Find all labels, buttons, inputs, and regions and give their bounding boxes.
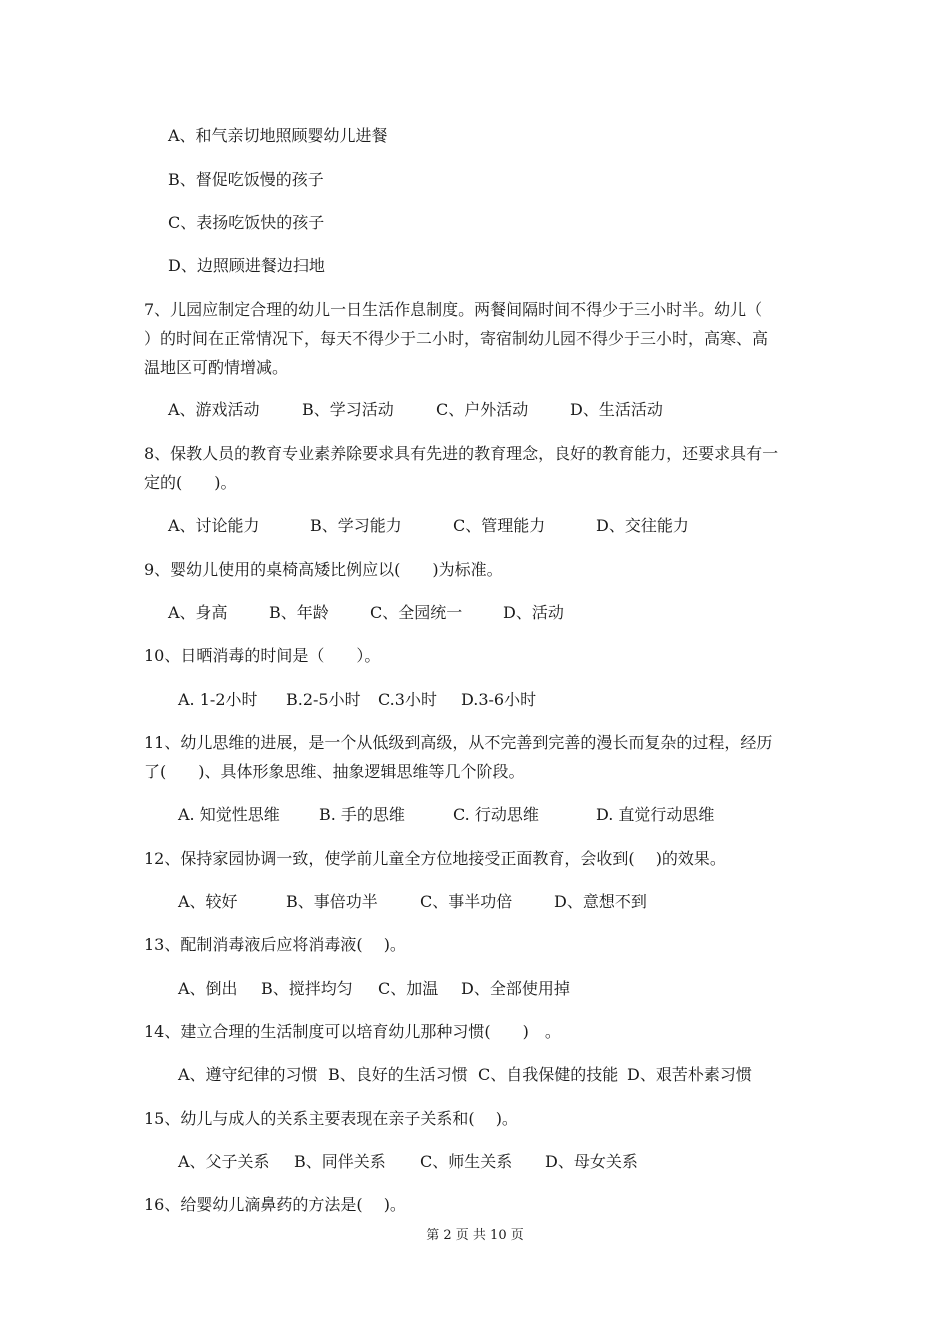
q12-option-b: B、事倍功半	[286, 892, 378, 911]
q11-option-c: C. 行动思维	[453, 805, 539, 824]
q10-option-d: D.3-6小时	[461, 690, 537, 709]
q10-option-a: A. 1-2小时	[178, 690, 258, 709]
q9-option-d: D、活动	[503, 603, 564, 622]
q13-text: 13、配制消毒液后应将消毒液( )。	[144, 935, 406, 954]
q11-text-line-1: 11、幼儿思维的进展，是一个从低级到高级，从不完善到完善的漫长而复杂的过程，经历	[144, 733, 773, 752]
q11-option-d: D. 直觉行动思维	[596, 805, 715, 824]
q15-option-b: B、同伴关系	[294, 1152, 386, 1171]
q14-option-d: D、艰苦朴素习惯	[627, 1065, 752, 1084]
q8-option-b: B、学习能力	[310, 516, 402, 535]
q15-option-a: A、父子关系	[178, 1152, 270, 1171]
q9-option-a: A、身高	[168, 603, 228, 622]
q7-text-line-1: 7、儿园应制定合理的幼儿一日生活作息制度。两餐间隔时间不得少于三小时半。幼儿（	[144, 300, 763, 319]
q6-option-b: B、督促吃饭慢的孩子	[168, 170, 324, 189]
q10-option-b: B.2-5小时	[286, 690, 361, 709]
q12-text: 12、保持家园协调一致，使学前儿童全方位地接受正面教育，会收到( )的效果。	[144, 849, 726, 868]
q13-option-b: B、搅拌均匀	[261, 979, 353, 998]
q10-text: 10、日晒消毒的时间是（ ）。	[144, 646, 381, 665]
q9-option-c: C、全园统一	[370, 603, 463, 622]
q6-option-a: A、和气亲切地照顾婴幼儿进餐	[168, 126, 388, 145]
q9-text: 9、婴幼儿使用的桌椅高矮比例应以( )为标准。	[144, 560, 503, 579]
q6-option-d: D、边照顾进餐边扫地	[168, 256, 325, 275]
page-number-footer: 第 2 页 共 10 页	[426, 1228, 524, 1243]
q8-option-a: A、讨论能力	[168, 516, 260, 535]
q16-text: 16、给婴幼儿滴鼻药的方法是( )。	[144, 1195, 406, 1214]
q12-option-a: A、较好	[178, 892, 238, 911]
q14-text: 14、建立合理的生活制度可以培育幼儿那种习惯( ) 。	[144, 1022, 561, 1041]
q12-option-d: D、意想不到	[554, 892, 647, 911]
q7-option-b: B、学习活动	[302, 400, 394, 419]
q15-option-c: C、师生关系	[420, 1152, 513, 1171]
q10-option-c: C.3小时	[378, 690, 437, 709]
q7-option-c: C、户外活动	[436, 400, 529, 419]
q7-option-a: A、游戏活动	[168, 400, 260, 419]
q13-option-a: A、倒出	[178, 979, 238, 998]
q8-text-line-2: 定的( )。	[144, 473, 237, 492]
q13-option-c: C、加温	[378, 979, 439, 998]
q9-option-b: B、年龄	[269, 603, 329, 622]
q6-option-c: C、表扬吃饭快的孩子	[168, 213, 325, 232]
q11-option-a: A. 知觉性思维	[178, 805, 280, 824]
q14-option-c: C、自我保健的技能	[478, 1065, 619, 1084]
q8-option-d: D、交往能力	[596, 516, 689, 535]
q12-option-c: C、事半功倍	[420, 892, 513, 911]
q8-option-c: C、管理能力	[453, 516, 546, 535]
q11-text-line-2: 了( )、具体形象思维、抽象逻辑思维等几个阶段。	[144, 762, 525, 781]
q15-option-d: D、母女关系	[545, 1152, 638, 1171]
q14-option-b: B、良好的生活习惯	[328, 1065, 468, 1084]
q13-option-d: D、全部使用掉	[461, 979, 570, 998]
q8-text-line-1: 8、保教人员的教育专业素养除要求具有先进的教育理念，良好的教育能力，还要求具有一	[144, 444, 779, 463]
q7-text-line-2: ）的时间在正常情况下，每天不得少于二小时，寄宿制幼儿园不得少于三小时，高寒、高	[144, 329, 769, 348]
q14-option-a: A、遵守纪律的习惯	[178, 1065, 318, 1084]
q15-text: 15、幼儿与成人的关系主要表现在亲子关系和( )。	[144, 1109, 518, 1128]
q11-option-b: B. 手的思维	[319, 805, 405, 824]
q7-text-line-3: 温地区可酌情增减。	[144, 358, 289, 377]
q7-option-d: D、生活活动	[570, 400, 663, 419]
